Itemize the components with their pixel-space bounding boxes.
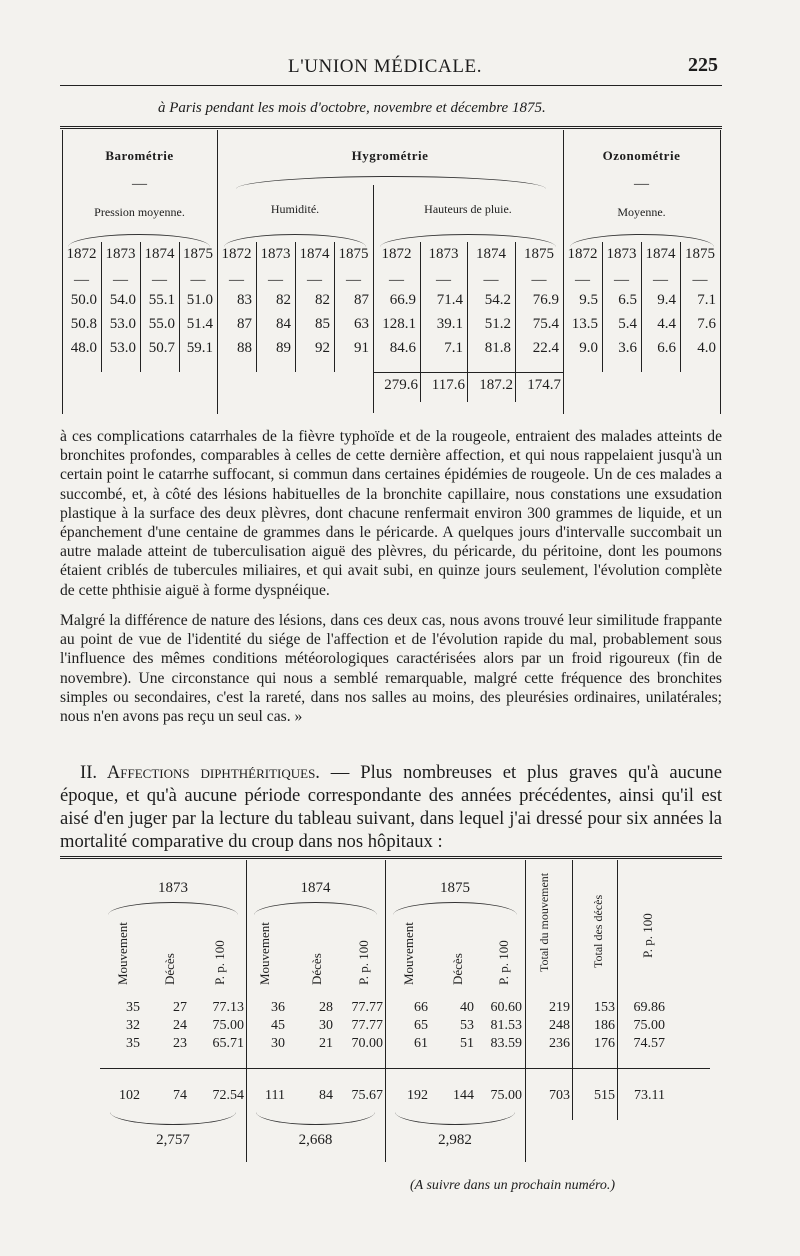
meteo-cell-pression: 55.0 [148,316,175,332]
meteo-cell-humidite: 63 [354,316,369,332]
meteo-cell-humidite: 84 [276,316,291,332]
grand-total-brace [256,1112,375,1125]
croup-cell: 35 [126,1036,140,1051]
croup-cell: 35 [126,1000,140,1015]
footnote: (A suivre dans un prochain numéro.) [410,1178,616,1193]
year-header-ozone: 1875 [685,246,715,262]
meteo-cell-humidite: 82 [276,292,291,308]
meteo-cell-humidite: 88 [237,340,252,356]
paragraph-3-text: — Plus nombreuses et plus graves qu'à aucune époque, et qu'à aucune période correspondante des années précédentes, ainsi qu'il est aisé d'en juger par la lecture du tableau suivant, dans lequel j'ai dressé pour six années la mortalité comparative du croup dans nos hôpitaux : [60,762,722,852]
meteo-cell-ozone: 9.5 [579,292,598,308]
meteo-cell-humidite: 85 [315,316,330,332]
meteo-cell-pluie: 128.1 [382,316,416,332]
croup-cell: 77.77 [351,1018,383,1033]
meteo-cell-humidite: 89 [276,340,291,356]
year-header-humidite: 1874 [299,246,330,262]
croup-total-cell: 703 [549,1088,570,1103]
year-header-ozone: 1872 [567,246,598,262]
dash-ozone: — [692,272,708,288]
pluie-total: 174.7 [527,377,561,393]
sub-moyenne: Moyenne. [617,205,666,219]
dash-ozone: — [614,272,629,288]
dash-humidite: — [346,272,361,288]
meteo-cell-humidite: 87 [237,316,252,332]
meteo-cell-pression: 59.1 [186,340,213,356]
croup-grand-total: 2,982 [438,1132,472,1148]
meteo-cell-pluie: 84.6 [389,340,416,356]
meteo-cell-pression: 55.1 [148,292,175,308]
croup-cell: 248 [549,1018,570,1033]
meteo-cell-ozone: 4.0 [697,340,716,356]
meteo-cell-ozone: 4.4 [657,316,676,332]
group-ozonometrie: Ozonométrie [602,148,681,163]
dash-ozone: — [653,272,668,288]
dash-pluie: — [531,272,547,288]
croup-year-header: 1873 [158,880,188,896]
meteo-cell-humidite: 92 [315,340,330,356]
year-header-pression: 1873 [105,246,136,262]
meteo-cell-ozone: 7.6 [697,316,716,332]
croup-cell: 60.60 [490,1000,522,1015]
meteo-cell-pluie: 51.2 [484,316,511,332]
year-header-humidite: 1875 [338,246,369,262]
grand-total-brace [110,1112,236,1125]
croup-cell: 24 [173,1018,187,1033]
meteo-cell-pluie: 7.1 [444,340,463,356]
croup-cell: 186 [594,1018,615,1033]
meteo-cell-pluie: 71.4 [436,292,463,308]
croup-cell: 75.00 [212,1018,244,1033]
year-header-ozone: 1873 [606,246,637,262]
year-header-pluie: 1874 [476,246,506,262]
croup-cell: 75.00 [633,1018,665,1033]
year-brace [254,902,377,915]
year-header-pression: 1875 [183,246,213,262]
croup-col-label-pp100: P. p. 100 [212,940,227,985]
meteo-cell-pluie: 22.4 [532,340,559,356]
pluie-total: 117.6 [431,377,465,393]
year-header-pluie: 1873 [428,246,459,262]
croup-top-rule [60,856,722,859]
sub-hauteurs: Hauteurs de pluie. [424,202,512,216]
section-heading: II. Affections diphthéritiques. [80,762,320,783]
croup-cell: 176 [594,1036,615,1051]
croup-col-label-deces: Décès [450,953,465,985]
year-header-humidite: 1873 [260,246,291,262]
pluie-total: 279.6 [384,377,418,393]
croup-cell: 32 [126,1018,140,1033]
croup-cell: 66 [414,1000,428,1015]
croup-cell: 51 [460,1036,474,1051]
croup-cell: 70.00 [351,1036,383,1051]
croup-grand-total: 2,668 [298,1132,333,1148]
dash-humidite: — [307,272,322,288]
meteo-cell-pluie: 39.1 [436,316,463,332]
dash-ozone: — [575,272,590,288]
croup-total-cell: 84 [319,1088,333,1103]
meteo-cell-ozone: 9.4 [657,292,676,308]
meteo-cell-pression: 51.4 [186,316,213,332]
croup-cell: 153 [594,1000,615,1015]
dash-humidite: — [229,272,244,288]
year-header-pression: 1872 [66,246,97,262]
year-header-ozone: 1874 [645,246,676,262]
sub-humidite: Humidité. [270,202,320,216]
year-header-pression: 1874 [144,246,175,262]
meteo-cell-pluie: 66.9 [389,292,416,308]
meteo-cell-ozone: 7.1 [697,292,716,308]
croup-col-label-mouvement: Mouvement [401,922,416,985]
dash-pression: — [113,272,128,288]
croup-total-cell: 102 [119,1088,140,1103]
croup-total-cell: 515 [594,1088,615,1103]
croup-grand-total: 2,757 [156,1132,190,1148]
croup-col-label-deces: Décès [309,953,324,985]
croup-col-label-mouvement: Mouvement [257,922,272,985]
croup-cell: 219 [549,1000,570,1015]
croup-col-label-deces: Décès [162,953,177,985]
meteo-cell-humidite: 87 [354,292,369,308]
sub-pression: Pression moyenne. [94,205,185,219]
croup-cell: 61 [414,1036,428,1051]
paragraph-2: Malgré la différence de nature des lésions, dans ces deux cas, nous avons trouvé leur similitude frappante au point de vue de l'identité du siége de l'affection et de l'évolution rapide du mal, probablement sous l'influence des mêmes conditions météorologiques caractérisées alors par un froid rigoureux (fin de novembre). Une circonstance qui nous a semblé remarquable, malgré cette fréquence des bronchites simples ou secondaires, c'est la rareté, dans nos salles au moins, des pleurésies ordinaires, unilatérales; nous n'en avons pas reçu un seul cas. » [60,612,722,726]
year-brace [393,902,517,915]
croup-cell: 27 [173,1000,187,1015]
meteo-cell-pluie: 75.4 [532,316,559,332]
croup-cell: 65 [414,1018,428,1033]
journal-title: L'UNION MÉDICALE. [288,56,483,77]
croup-cell: 21 [319,1036,333,1051]
group-barometrie: Barométrie [105,148,174,163]
croup-year-header: 1875 [440,880,470,896]
croup-cell: 28 [319,1000,333,1015]
meteo-top-rule [60,126,722,129]
croup-col-label-pp100: P. p. 100 [496,940,511,985]
dash-pression: — [74,272,89,288]
meteo-cell-pression: 51.0 [186,292,213,308]
meteo-cell-pression: 53.0 [109,316,136,332]
dash-pression: — [152,272,167,288]
grand-total-brace [395,1112,515,1125]
croup-col-label-total-mouvement: Total du mouvement [537,872,551,972]
croup-cell: 36 [271,1000,285,1015]
dash-pluie: — [389,272,404,288]
meteo-cell-ozone: 6.6 [657,340,676,356]
dash-pression: — [190,272,206,288]
croup-total-cell: 192 [407,1088,428,1103]
group-hygrometrie: Hygrométrie [351,148,429,163]
croup-cell: 30 [319,1018,333,1033]
year-header-humidite: 1872 [221,246,252,262]
meteo-cell-ozone: 9.0 [579,340,598,356]
year-header-pluie: 1875 [524,246,554,262]
croup-total-cell: 111 [265,1088,285,1103]
croup-cell: 30 [271,1036,285,1051]
croup-cell: 77.13 [212,1000,244,1015]
meteo-cell-ozone: 6.5 [618,292,637,308]
dash-humidite: — [268,272,283,288]
meteo-cell-pression: 53.0 [109,340,136,356]
meteo-cell-pression: 48.0 [70,340,97,356]
paragraph-1: à ces complications catarrhales de la fièvre typhoïde et de la rougeole, entraient des malades atteints de bronchites profondes, comparables à celles de cette dernière affection, et qui nous rappelaient jusqu'à un certain point le catarrhe suffocant, si commun dans certaines épidémies de rougeole. Un de ces malades a succombé, et, à côté des lésions habituelles de la bronchite capillaire, nous constations une exsudation plastique à la surface des deux plèvres, dont chacune renfermait environ 300 grammes de liquide, et un épanchement d'une centaine de grammes dans le péricarde. A quelques jours d'intervalle succombait un autre malade atteint de tuberculisation aiguë des plèvres, du péricarde, du péritoine, dont les poumons étaient criblés de tubercules miliaires, et qui avait subi, en quinze jours seulement, l'évolution complète de cette phthisie aiguë à forme dyspnéique. [60,428,722,599]
croup-col-label-pp100: P. p. 100 [356,940,371,985]
croup-cell: 81.53 [490,1018,522,1033]
croup-cell: 83.59 [490,1036,522,1051]
header-rule [60,85,722,86]
paragraph-3 [60,761,722,853]
hygrometrie-brace [236,176,546,189]
dash-pluie: — [483,272,499,288]
meteo-cell-humidite: 82 [315,292,330,308]
meteo-cell-pression: 50.0 [70,292,97,308]
croup-year-header: 1874 [300,880,331,896]
croup-cell: 53 [460,1018,474,1033]
croup-cell: 69.86 [633,1000,665,1015]
croup-total-cell: 144 [453,1088,474,1103]
croup-cell: 236 [549,1036,570,1051]
meteo-cell-humidite: 83 [237,292,252,308]
croup-col-label-total-deces: Total des décès [591,894,605,968]
meteo-cell-pression: 54.0 [109,292,136,308]
table-subtitle: à Paris pendant les mois d'octobre, novembre et décembre 1875. [158,100,546,116]
meteo-cell-humidite: 91 [354,340,369,356]
croup-col-label-mouvement: Mouvement [115,922,130,985]
croup-total-cell: 75.00 [490,1088,522,1103]
croup-total-cell: 75.67 [351,1088,383,1103]
meteo-cell-ozone: 3.6 [618,340,637,356]
croup-cell: 45 [271,1018,285,1033]
croup-cell: 40 [460,1000,474,1015]
meteo-cell-pluie: 54.2 [484,292,511,308]
year-header-pluie: 1872 [381,246,412,262]
meteo-cell-pression: 50.7 [148,340,175,356]
croup-total-cell: 74 [173,1088,187,1103]
croup-cell: 65.71 [212,1036,244,1051]
meteo-cell-ozone: 13.5 [571,316,598,332]
croup-cell: 77.77 [351,1000,383,1015]
croup-cell: 74.57 [633,1036,665,1051]
year-brace [108,902,238,915]
croup-total-cell: 72.54 [212,1088,244,1103]
meteo-cell-pression: 50.8 [70,316,97,332]
dash-pluie: — [436,272,451,288]
page-number: 225 [688,54,718,76]
croup-total-cell: 73.11 [634,1088,665,1103]
pluie-total: 187.2 [479,377,513,393]
croup-cell: 23 [173,1036,187,1051]
croup-col-label-total-pp100: P. p. 100 [640,913,655,958]
meteo-cell-pluie: 81.8 [484,340,511,356]
meteo-cell-ozone: 5.4 [618,316,637,332]
meteo-cell-pluie: 76.9 [532,292,559,308]
